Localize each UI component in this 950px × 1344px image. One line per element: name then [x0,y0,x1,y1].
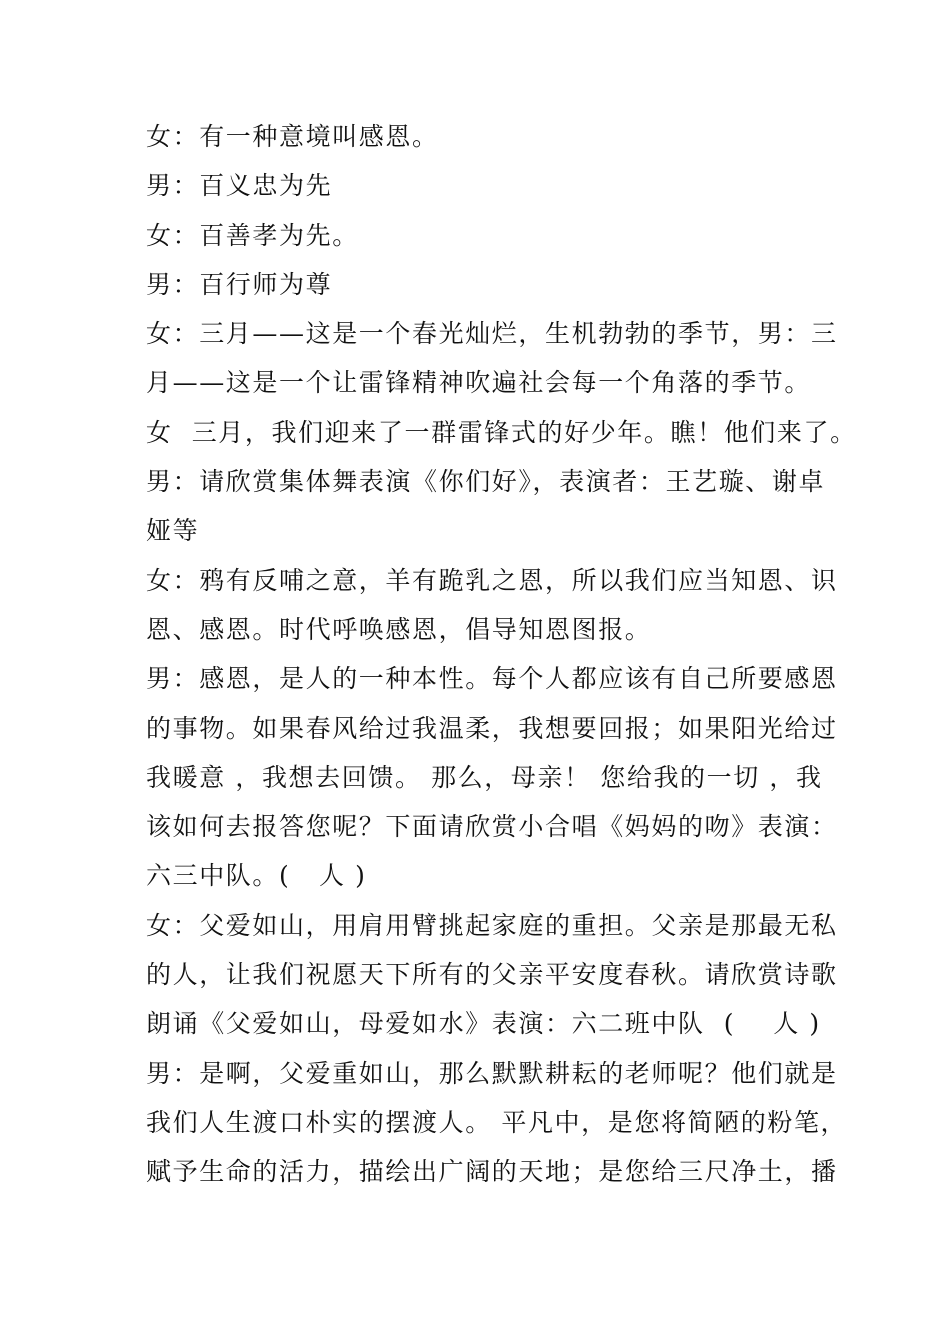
text-line: 男：百义忠为先 [146,171,333,201]
text-line: 女：有一种意境叫感恩。 [146,122,439,151]
text-line: 娅等 [146,516,200,546]
text-line: 朗诵《父爱如山，母爱如水》表演：六二班中队 ( 人 ) [146,1009,821,1039]
text-line: 的人，让我们祝愿天下所有的父亲平安度春秋。请欣赏诗歌 [146,960,838,990]
text-line: 的事物。如果春风给过我温柔，我想要回报；如果阳光给过 [146,713,838,743]
text-line: 赋予生命的活力，描绘出广阔的天地；是您给三尺净土，播 [146,1157,838,1187]
text-line: 我们人生渡口朴实的摆渡人。 平凡中，是您将简陋的粉笔， [146,1107,848,1137]
text-line: 恩、感恩。时代呼唤感恩，倡导知恩图报。 [146,614,652,644]
text-line: 男：百行师为尊 [146,269,333,299]
text-line: 男：感恩，是人的一种本性。每个人都应该有自己所要感恩 [146,664,838,694]
text-line: 女：父爱如山，用肩用臂挑起家庭的重担。父亲是那最无私 [146,910,838,940]
document-page [146,112,857,1197]
text-line: 该如何去报答您呢？下面请欣赏小合唱《妈妈的吻》表演： [146,812,838,842]
text-line: 男：是啊，父爱重如山，那么默默耕耘的老师呢？他们就是 [146,1058,838,1088]
text-line: 女：三月——这是一个春光灿烂，生机勃勃的季节，男：三 [146,319,838,349]
text-line: 月——这是一个让雷锋精神吹遍社会每一个角落的季节。 [146,368,812,398]
text-line: 我暖意 ，我想去回馈。 那么，母亲！ 您给我的一切 ，我 [146,762,823,792]
text-line: 男：请欣赏集体舞表演《你们好》，表演者：王艺璇、谢卓 [146,467,826,497]
text-line: 女：鸦有反哺之意，羊有跪乳之恩，所以我们应当知恩、识 [146,565,838,595]
text-line: 六三中队。( 人 ) [146,861,367,891]
text-line: 女 三月，我们迎来了一群雷锋式的好少年。瞧！他们来了。 [146,417,857,447]
text-line: 女：百善孝为先。 [146,220,359,250]
